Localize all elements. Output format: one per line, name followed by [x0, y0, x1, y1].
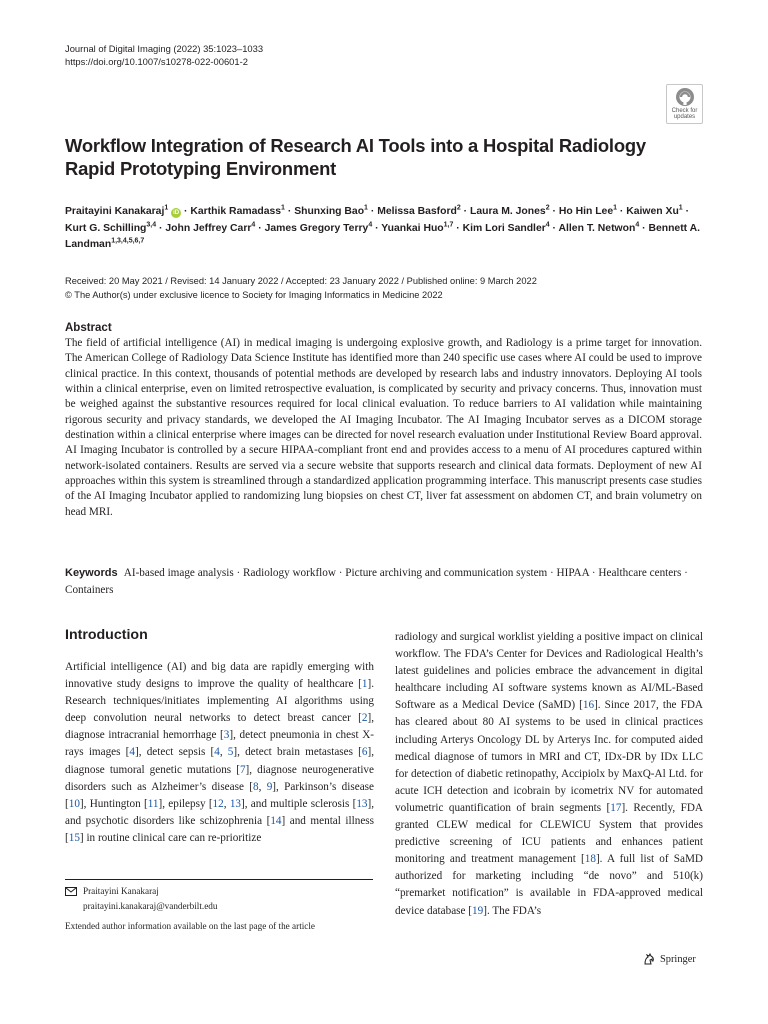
author-name: Karthik Ramadass	[190, 206, 282, 217]
author-separator: ·	[372, 222, 382, 234]
citation-link[interactable]: 17	[610, 801, 622, 814]
citation-link[interactable]: 12	[212, 797, 224, 810]
citation-link[interactable]: 8	[252, 780, 259, 793]
orcid-icon[interactable]: iD	[173, 210, 180, 216]
author-name: James Gregory Terry	[264, 222, 369, 234]
body-text: ], epilepsy [	[158, 797, 213, 810]
author-name: Yuankai Huo	[381, 222, 444, 234]
author-name: John Jeffrey Carr	[165, 222, 252, 234]
corresponding-author: Praitayini Kanakaraj	[83, 886, 159, 896]
author-name: Bennett A. Landman	[65, 222, 701, 250]
author-affiliation: 4	[635, 221, 640, 229]
author-entry[interactable]	[377, 206, 461, 217]
keywords-list: AI-based image analysis · Radiology workflow · Picture archiving and communication system · HIPAA · Healthcare centers · Containers	[65, 567, 688, 596]
article-title: Workflow Integration of Research AI Tools into a Hospital Radiology Rapid Prototyping Environment	[65, 135, 646, 179]
author-affiliation: 1	[678, 204, 683, 212]
author-entry[interactable]	[265, 223, 373, 234]
author-separator: ·	[617, 206, 627, 217]
author-separator: ·	[639, 222, 649, 234]
author-affiliation: 1,7	[443, 221, 454, 229]
author-affiliation: 4	[545, 221, 550, 229]
extended-info-note: Extended author information available on the last page of the article	[65, 921, 316, 931]
citation-link[interactable]: 3	[223, 729, 230, 742]
body-text: ,	[219, 746, 228, 759]
author-entry[interactable]	[294, 206, 368, 217]
author-affiliation: 1	[364, 204, 368, 212]
abstract-heading: Abstract	[65, 322, 112, 334]
citation-link[interactable]: 7	[239, 763, 246, 776]
author-separator: ·	[367, 206, 378, 217]
publisher-name: Springer	[660, 953, 696, 965]
author-affiliation: 2	[545, 204, 550, 212]
author-separator: ·	[255, 222, 265, 234]
journal-header	[65, 42, 263, 68]
author-entry[interactable]	[381, 223, 453, 234]
body-text: ], and multiple sclerosis [	[241, 797, 357, 810]
author-separator: ·	[181, 206, 191, 217]
body-text: ] in routine clinical care can re-prioritize	[79, 831, 262, 844]
author-separator: ·	[460, 206, 471, 217]
abstract-text: The field of artificial intelligence (AI) in medical imaging is undergoing explosive growth, and Radiology is a prime target for innovation. The American College of Radiology Data Science Institute has identified more than 240 specific use cases where AI could be used to improve clinical practice. In this context, thousands of potential methods are developed by research labs and industry innovators. Deploying AI tools within a clinical enterprise, even on limited retrospective evaluation, is complicated by security and privacy concerns. Thus, innovation must be weighed against the substantive resources required for local clinical evaluation. To reduce barriers to AI validation while maintaining rigorous security and privacy standards, we developed the AI Imaging Incubator. The AI Imaging Incubator serves as a DICOM storage destination within a clinical enterprise where images can be directed for novel research evaluation under Institutional Review Board approval. AI Imaging Incubator is controlled by a secure HIPAA-compliant front end and provides access to a menu of AI procedures captured within network-isolated containers. Results are served via a secure website that supports research and clinical data formats. Deployment of new AI approaches within this system is streamlined through a standardized application programming interface. This manuscript presents case studies of the AI Imaging Incubator applied to randomizing lung biopsies on chest CT, liver fat assessment on abdomen CT, and brain volumetry on head MRI.	[65, 337, 702, 518]
doi-link[interactable]: https://doi.org/10.1007/s10278-022-00601-2	[65, 56, 248, 67]
citation-link[interactable]: 11	[147, 797, 159, 810]
springer-horse-icon	[642, 952, 656, 966]
author-name: Kim Lori Sandler	[462, 222, 546, 234]
author-affiliation: 4	[368, 221, 373, 229]
citation-link[interactable]: 9	[266, 780, 273, 793]
author-name: Kaiwen Xu	[626, 206, 679, 217]
citation-link[interactable]: 18	[584, 853, 596, 866]
author-email[interactable]: praitayini.kanakaraj@vanderbilt.edu	[83, 900, 218, 911]
author-name: Melissa Basford	[377, 206, 457, 217]
body-text: radiology and surgical worklist yielding a positive impact on clinical workflow. The FDA’s Center for Devices and Radiological Health’s latest guidelines and policies embrace the advancement in digital healthcare including AI software systems known as AI/ML-Based Software as a Medical Device (SaMD) [	[395, 631, 703, 712]
citation-link[interactable]: 1	[361, 678, 368, 691]
author-list	[65, 204, 705, 254]
author-affiliation: 1	[164, 204, 169, 212]
body-text: ,	[258, 780, 267, 793]
body-text: ], detect pneumonia in chest X-rays images [	[65, 729, 375, 759]
keywords	[65, 565, 702, 599]
author-name: Shunxing Bao	[294, 206, 365, 217]
copyright-line: © The Author(s) under exclusive licence to Society for Imaging Informatics in Medicine 2022	[65, 289, 443, 300]
citation-link[interactable]: 4	[214, 746, 220, 759]
body-text: ], Parkinson’s disease [	[65, 780, 374, 810]
author-separator: ·	[549, 206, 559, 217]
author-entry[interactable]	[65, 206, 181, 217]
author-entry[interactable]	[463, 223, 550, 234]
author-name: Ho Hin Lee	[558, 206, 614, 217]
body-text: ]. Research techniques/initiates implementing AI algorithms using deep convolution neural networks to detect breast cancer [	[65, 678, 374, 725]
body-text: ] and mental illness [	[65, 814, 374, 844]
keywords-label: Keywords	[65, 567, 118, 579]
author-entry[interactable]	[559, 223, 640, 234]
check-for-updates-icon	[675, 87, 695, 107]
citation-link[interactable]: 13	[229, 797, 241, 810]
author-entry[interactable]	[626, 206, 682, 217]
citation-link[interactable]: 13	[356, 797, 368, 810]
body-text: ], detect brain metastases [	[233, 746, 362, 759]
author-name: Praitayini Kanakaraj	[65, 206, 165, 217]
citation-link[interactable]: 2	[361, 712, 368, 725]
publisher-logo	[642, 952, 696, 966]
author-entry[interactable]	[470, 206, 550, 217]
body-text: ,	[223, 797, 230, 810]
introduction-heading: Introduction	[65, 627, 148, 643]
author-name: Allen T. Netwon	[558, 222, 636, 234]
body-text: ], diagnose tumoral genetic mutations [	[65, 746, 374, 776]
author-separator: ·	[453, 222, 463, 234]
body-text: ], diagnose intracranial hemorrhage [	[65, 712, 374, 742]
journal-citation: Journal of Digital Imaging (2022) 35:1023–1033	[65, 43, 264, 54]
citation-link[interactable]: 6	[361, 746, 368, 759]
author-affiliation: 1	[281, 204, 285, 212]
envelope-icon	[65, 887, 77, 896]
citation-link[interactable]: 5	[227, 746, 234, 759]
author-affiliation: 4	[251, 221, 256, 229]
author-separator: ·	[156, 222, 166, 234]
author-name: Kurt G. Schilling	[65, 222, 147, 234]
author-footnote	[65, 884, 375, 934]
citation-link[interactable]: 10	[68, 797, 80, 810]
author-separator: ·	[682, 206, 690, 217]
body-text: ], diagnose neurogenerative disorders such as Alzheimer’s disease [	[65, 763, 374, 793]
footnote-divider	[65, 879, 373, 880]
citation-link[interactable]: 19	[472, 904, 484, 917]
author-separator: ·	[549, 222, 559, 234]
article-dates	[65, 275, 705, 302]
author-affiliation: 3,4	[146, 221, 157, 229]
check-for-updates-badge[interactable]	[666, 84, 703, 124]
author-entry[interactable]	[65, 223, 156, 234]
body-text: ], Huntington [	[79, 797, 148, 810]
article-history: Received: 20 May 2021 / Revised: 14 January 2022 / Accepted: 23 January 2022 / Published online: 9 March 2022	[65, 276, 537, 286]
body-column-left	[65, 659, 374, 847]
citation-link[interactable]: 16	[582, 699, 595, 712]
author-entry[interactable]	[190, 206, 285, 217]
author-affiliation: 1	[613, 204, 618, 212]
body-text: Artificial intelligence (AI) and big data are rapidly emerging with innovative study designs to improve the quality of healthcare [	[65, 661, 374, 691]
citation-link[interactable]: 14	[270, 814, 282, 827]
author-name: Laura M. Jones	[470, 206, 546, 217]
author-entry[interactable]	[165, 223, 255, 234]
body-text: ], and psychotic disorders like schizophrenia [	[65, 797, 375, 827]
body-column-right	[395, 629, 703, 920]
body-text: ], detect sepsis [	[135, 746, 215, 759]
body-text: ]. Since 2017, the FDA has cleared about 80 AI systems to be used in clinical practices including Arterys Oncology DL by Arterys Inc. for computed aided medical diagnose of tumors in MRI and CT, IDx-DR by IDx LLC for detection of diabetic retinopathy, Accipiolx by MaxQ-Al Ltd. for acute ICH detection and icobrain by icometrix NV for automated volumetric quantification of brain segments [	[395, 699, 703, 814]
body-text: ]. The FDA’s	[483, 904, 542, 917]
author-separator: ·	[284, 206, 295, 217]
author-affiliation: 2	[456, 204, 461, 212]
body-text: ]. Recently, FDA granted CLEW medical for CLEWICU System that provides predictive screening of ICU patients and enhances patient monitoring and treatment management [	[395, 801, 703, 866]
body-text: ]. A full list of SaMD authorized for marketing including “de novo” and 510(k) “premarket notification” is available in FDA-approved medical device database [	[395, 853, 703, 917]
citation-link[interactable]: 4	[129, 746, 135, 759]
author-entry[interactable]	[559, 206, 617, 217]
check-for-updates-label: Check for updates	[671, 108, 698, 121]
author-affiliation: 1,3,4,5,6,7	[111, 237, 145, 245]
citation-link[interactable]: 15	[68, 831, 80, 844]
